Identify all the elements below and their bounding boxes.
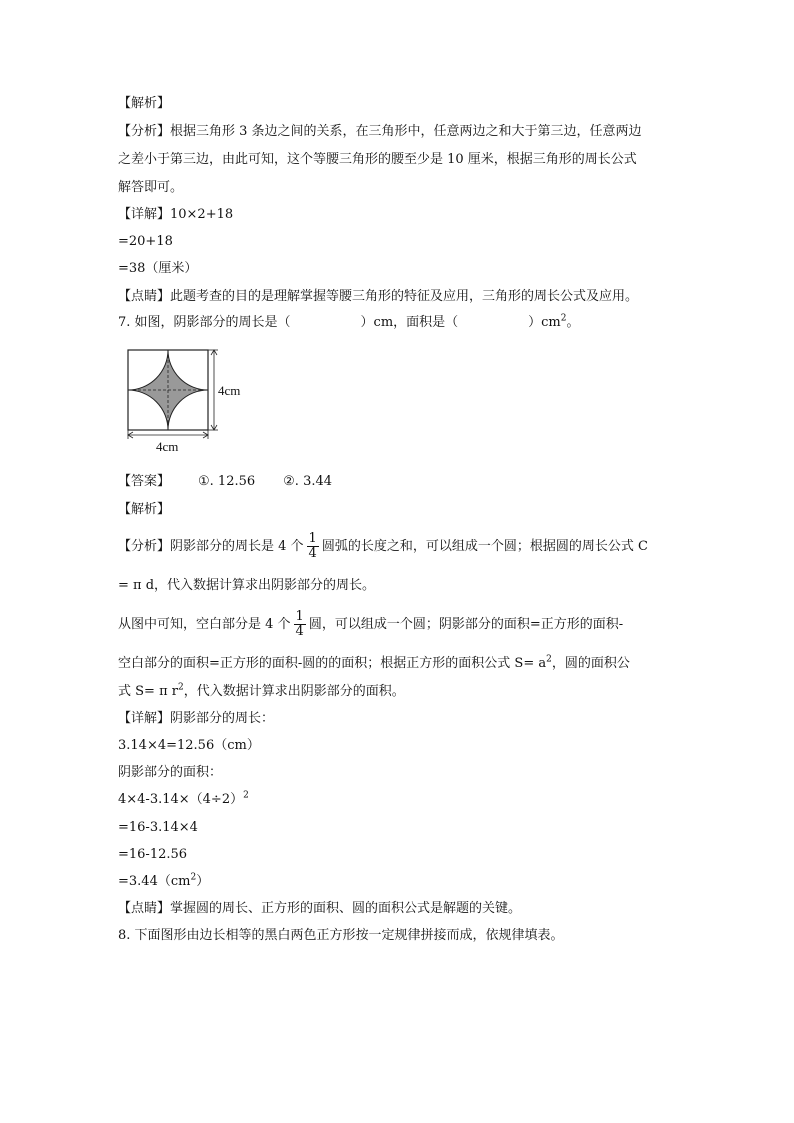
q7-prefix: 7. 如图，阴影部分的周长是（ [118,315,291,330]
q7-end: 。 [566,315,580,330]
analysis-line-2: 之差小于第三边，由此可知，这个等腰三角形的腰至少是 10 厘米，根据三角形的周长公式 [118,152,637,167]
detail2-line-4: $4\times 4-3.14\times(4\div 2)^2$ [118,790,249,807]
detail2-line-1: 【详解】阴影部分的周长： [118,711,275,726]
analysis-line-1: 【分析】根据三角形 3 条边之间的关系，在三角形中，任意两边之和大于第三边，任意两边 [118,124,642,139]
analysis2-line-1: 【分析】阴影部分的周长是 4 个 $\frac{1}{4}$ 圆弧的长度之和，可以组成一个圆；根据圆的周长公式 C [118,531,648,561]
detail2-line-5: =16-3.14×4 [118,820,198,835]
detail2-line-2: 3.14×4=12.56（cm） [118,738,260,753]
detail2-line-3: 阴影部分的面积： [118,765,223,780]
comment2-line: 【点睛】掌握圆的周长、正方形的面积、圆的面积公式是解题的关键。 [118,901,522,916]
detail-line-3: =38（厘米） [118,261,198,276]
answer-line [118,472,332,492]
detail2-line-6: =16-12.56 [118,847,188,862]
fraction-one-quarter-2: $\frac{1}{4}$ [295,609,304,639]
answer-label: 【答案】 [118,474,171,489]
question-7 [118,313,580,333]
comment-line: 【点睛】此题考查的目的是理解掌握等腰三角形的特征及应用，三角形的周长公式及应用。 [118,289,639,304]
analysis2-line-2: = π d，代入数据计算求出阴影部分的周长。 [118,578,376,593]
question-8: 8. 下面图形由边长相等的黑白两色正方形按一定规律拼接而成，依规律填表。 [118,928,564,943]
answer-2: ②. 3.44 [283,474,333,489]
section-heading-jiexi-2: 【解析】 [118,502,171,517]
analysis2-line-4: 空白部分的面积=正方形的面积-圆的的面积；根据正方形的面积公式 $S= a^2$，圆的面积公 [118,654,630,671]
q7-sup: 2 [560,313,567,324]
section-heading-jiexi: 【解析】 [118,96,171,111]
q7-mid: ）cm，面积是（ [360,315,459,330]
detail-line-1: 【详解】10×2+18 [118,207,234,222]
detail2-line-7: $=3.44(cm^2)$ [118,872,210,889]
analysis2-line-3: 从图中可知，空白部分是 4 个 $\frac{1}{4}$ 圆，可以组成一个圆；阴影部分的面积=正方形的面积- [118,609,624,639]
square-star-figure [118,340,258,455]
detail-line-2: =20+18 [118,234,173,249]
answer-1: ①. 12.56 [198,474,256,489]
side-label: 4cm [218,383,241,398]
analysis-line-3: 解答即可。 [118,180,184,195]
q7-suffix: ）cm [528,315,561,330]
fraction-one-quarter: $\frac{1}{4}$ [308,531,317,561]
analysis2-line-5: 式 S= π $r^2$，代入数据计算求出阴影部分的面积。 [118,682,405,699]
bottom-label: 4cm [156,439,179,454]
